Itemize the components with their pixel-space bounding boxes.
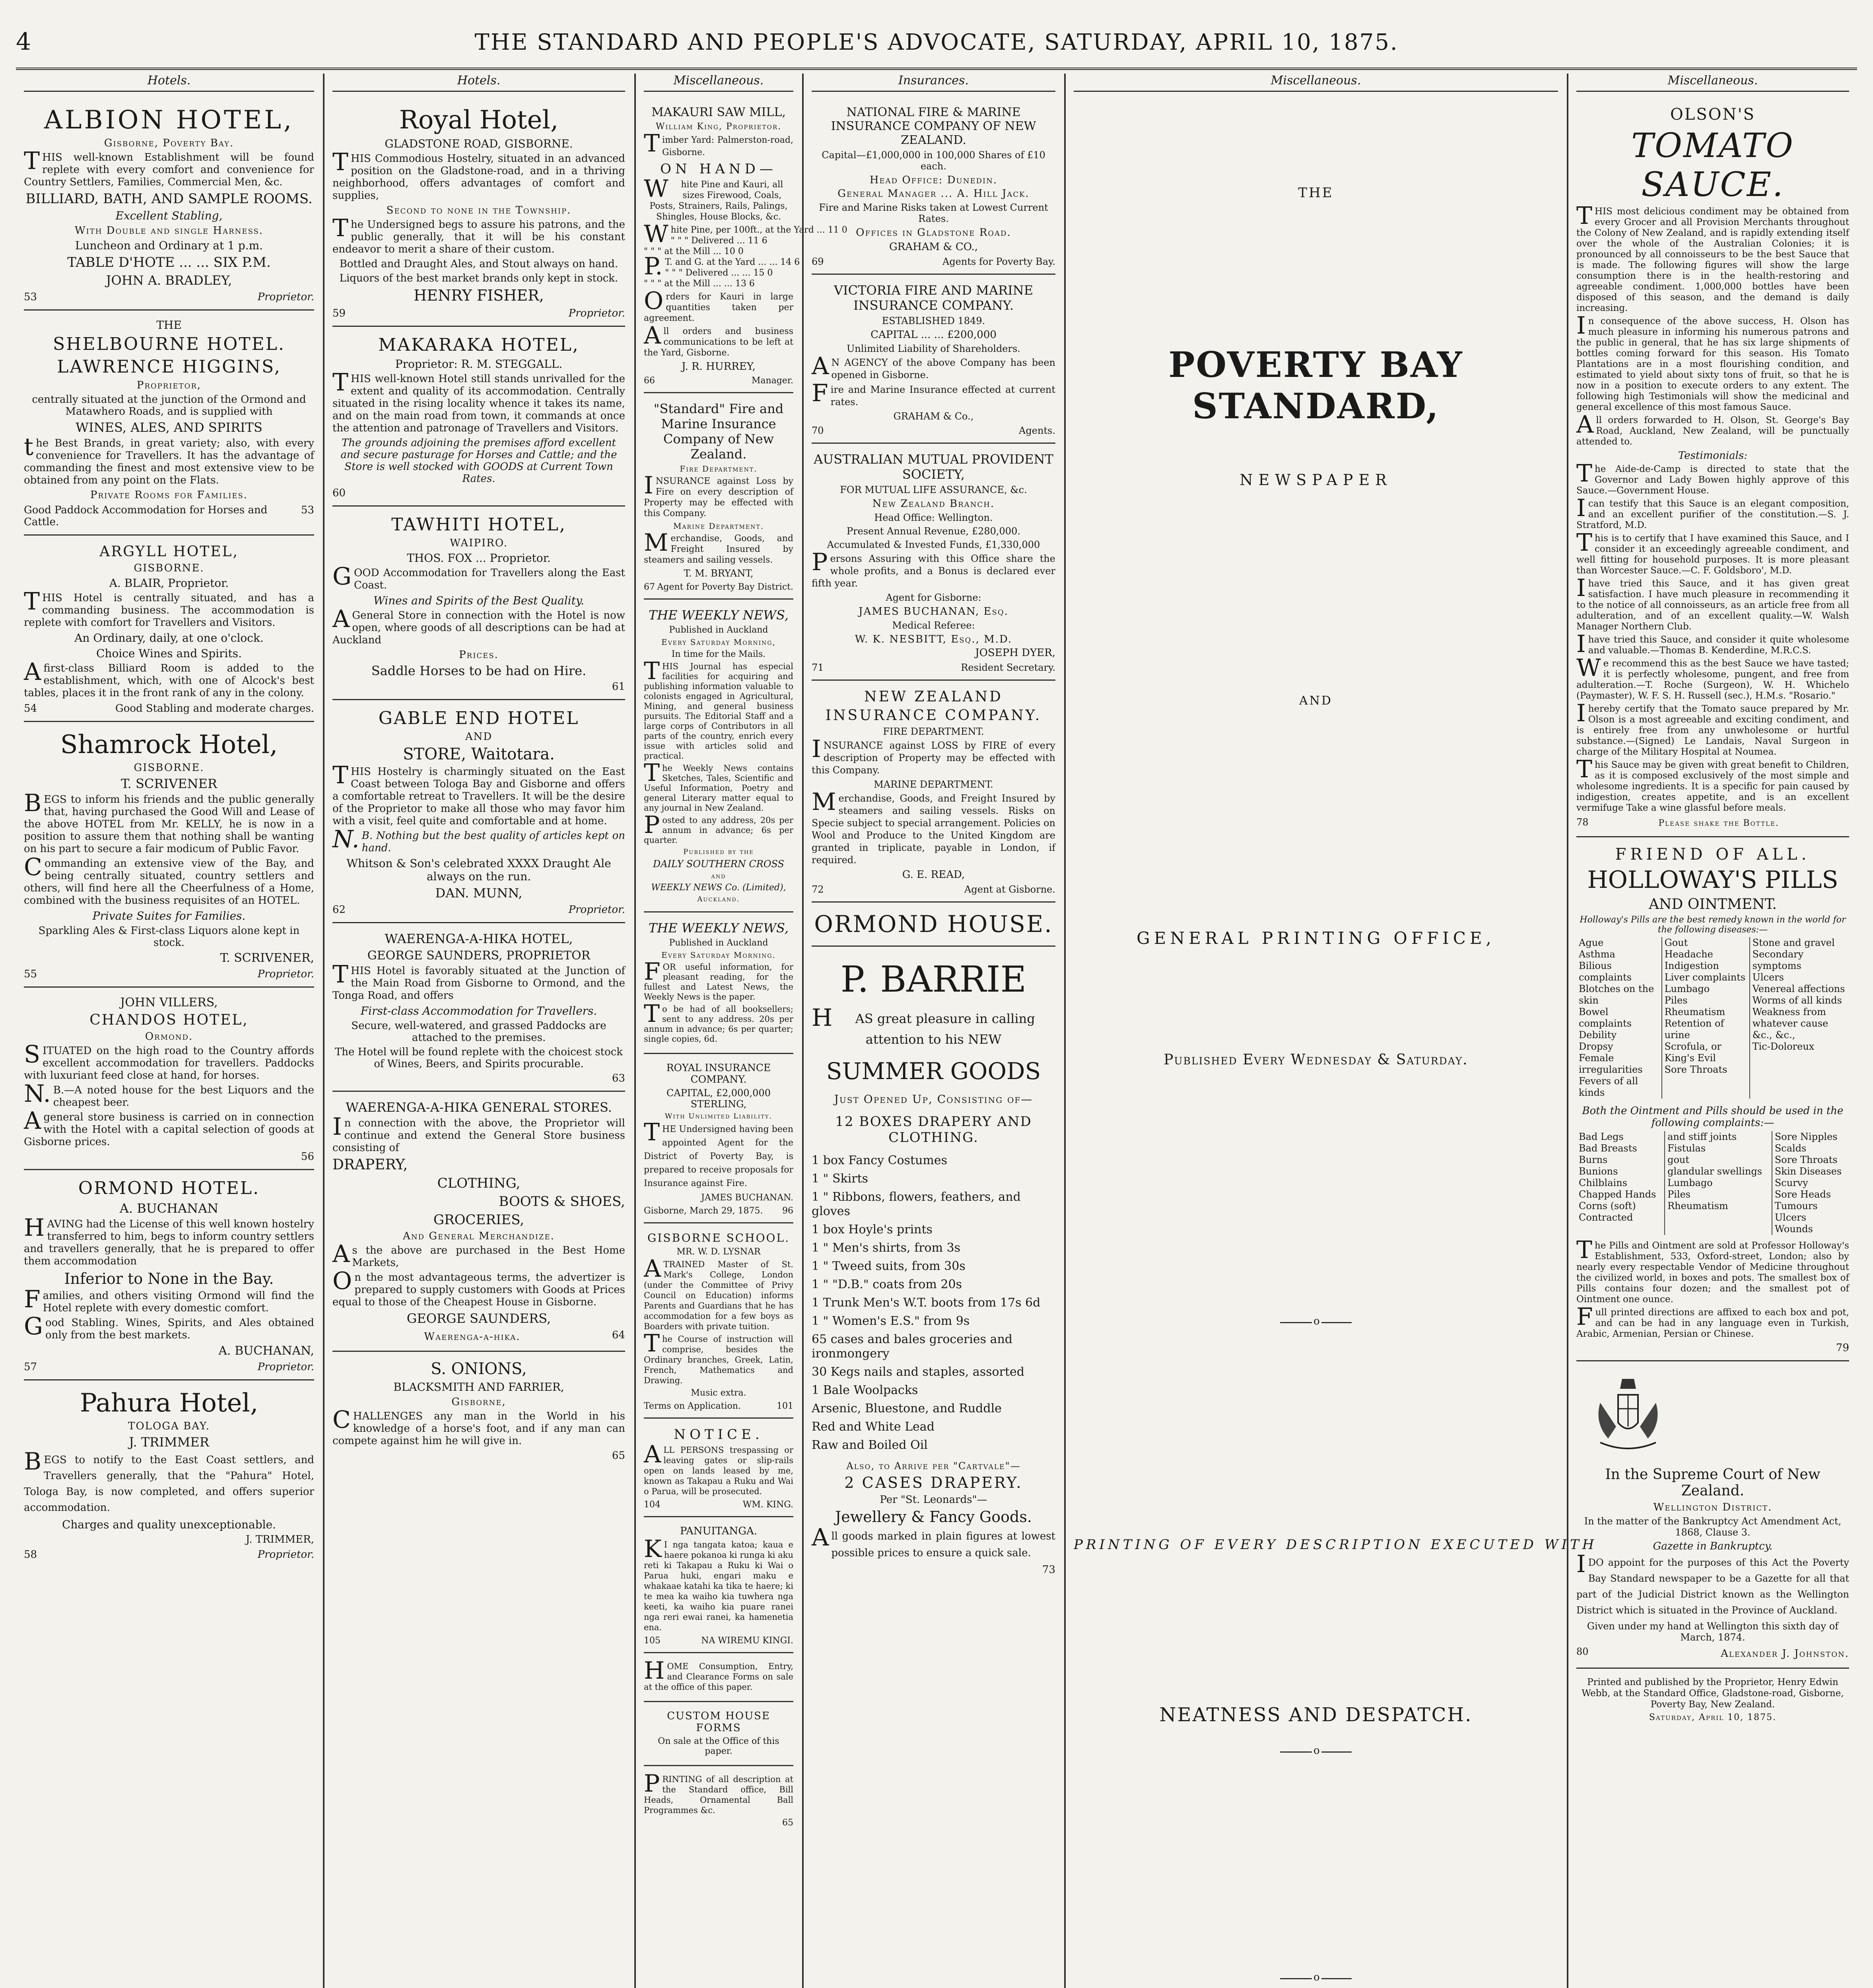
column-header: Hotels. — [24, 74, 314, 92]
list-item: gout — [1667, 1154, 1690, 1165]
pbs-and: AND — [1299, 694, 1333, 708]
list-item: &c., &c., — [1752, 1029, 1795, 1041]
goods-item: 1 " Women's E.S." from 9s — [812, 1314, 970, 1328]
list-item: Sore Throats — [1664, 1064, 1727, 1075]
ad-panuitanga: PANUITANGA. KI nga tangata katoa; kaua e haere pokanoa ki runga ki aku reti ki Takapau a Ruku ki Wai o Parua huki, engari maku e whakaae katahi ka tika te haere; ki te mea ka waiho kia tuwhera nga keeti, ka waiho kia puare ranei nga reri ewai ranei, ka hamenetia ena. 105 NA WIREMU KINGI. — [644, 1517, 793, 1653]
list-item: Bunions — [1579, 1166, 1618, 1177]
goods-item: Red and White Lead — [812, 1420, 935, 1434]
list-item: Ulcers — [1774, 1212, 1807, 1223]
ad-title: WAERENGA-A-HIKA GENERAL STORES. — [346, 1100, 612, 1115]
price-row: " " " at the Mill ... ... 13 6 — [644, 279, 755, 289]
list-item: Scrofula, or King's Evil — [1664, 1041, 1721, 1064]
list-item: Asthma — [1579, 949, 1615, 960]
list-item: Piles — [1664, 995, 1688, 1006]
newspaper-title: THE STANDARD AND PEOPLE'S ADVOCATE, SATURDAY, APRIL 10, 1875. — [474, 29, 1399, 55]
list-item: Bad Legs — [1579, 1131, 1624, 1142]
ad-supreme-court-notice: In the Supreme Court of New Zealand. Wellington District. In the matter of the Bankruptcy Act Amendment Act, 1868, Clause 3. Gazette in Bankruptcy. IDO appoint for the purposes of this Act the Poverty Bay Standard newspaper to be a Gazette for all that part of the Judicial District known as the Wellington District which is situated in the Province of Auckland. Given under my hand at Wellington this sixth day of March, 1874. 80 Alexander J. Johnston. — [1576, 1361, 1849, 1669]
column-hotels-1 — [16, 74, 322, 1988]
goods-item: 1 " Men's shirts, from 3s — [812, 1241, 961, 1255]
ad-weekly-news-1: THE WEEKLY NEWS, Published in Auckland Every Saturday Morning, In time for the Mails. THIS Journal has especial facilities for acquiring and publishing information valuable to colonists engaged in Agricultural, Mining, and general business pursuits. The Editorial Staff and a large corps of Contributors in all parts of the country, enrich every issue with articles solid and practical. The Weekly News contains Sketches, Tales, Scientific and Useful Information, Poetry and general Literary matter equal to any journal in New Zealand. Posted to any address, 20s per annum in advance; 6s per quarter. Published by the DAILY SOUTHERN CROSS and WEEKLY NEWS Co. (Limited), Auckland. — [644, 600, 793, 912]
ad-chandos-hotel: JOHN VILLERS, CHANDOS HOTEL, Ormond. SITUATED on the high road to the Country affords excellent accommodation for travellers. Paddocks with luxuriant feed close at hand, for horses. N.B.—A noted house for the best Liquors and the cheapest beer. Ageneral store business is carried on in connection with the Hotel with a capital selection of goods at Gisborne prices. 56 — [24, 988, 314, 1170]
goods-item: 1 " Skirts — [812, 1172, 868, 1186]
list-item: Bowel complaints — [1579, 1006, 1632, 1029]
ad-title: ORMOND HOTEL. — [78, 1178, 260, 1198]
ad-printing: PRINTING of all description at the Standard office, Bill Heads, Ornamental Ball Programmes &c. 65 — [644, 1770, 793, 1828]
ornament-divider — [1280, 1322, 1352, 1323]
list-item: Sore Throats — [1774, 1154, 1838, 1165]
pbs-printing: PRINTING OF EVERY DESCRIPTION EXECUTED WITH — [1074, 1537, 1597, 1553]
ad-title: Shamrock Hotel, — [60, 730, 278, 759]
ad-victoria-insurance: VICTORIA FIRE AND MARINE INSURANCE COMPANY. ESTABLISHED 1849. CAPITAL ... ... £200,000 Unlimited Liability of Shareholders. AN AGENCY of the above Company has been opened in Gisborne. Fire and Marine Insurance effected at current rates. GRAHAM & Co., 70 Agents. — [812, 275, 1055, 444]
complaints-table — [1576, 1131, 1849, 1235]
ad-title: VICTORIA FIRE AND MARINE INSURANCE COMPANY. — [834, 283, 1034, 313]
ad-standard-fire-marine: "Standard" Fire and Marine Insurance Company of New Zealand. Fire Department. INSURANCE against Loss by Fire on every description of Property may be effected with this Company. Marine Department. Merchandise, Goods, and Freight Insured by steamers and sailing vessels. T. M. BRYANT, 67 Agent for Poverty Bay District. — [644, 393, 793, 600]
list-item: Wounds — [1774, 1223, 1813, 1235]
ad-ormond-hotel: ORMOND HOTEL. A. BUCHANAN HAVING had the License of this well known hostelry transferred to him, begs to inform country settlers and travellers generally, that he is prepared to offer them accommodation Inferior to None in the Bay. Families, and others visiting Ormond will find the Hotel replete with every domestic comfort. Good Stabling. Wines, Spirits, and Ales obtained only from the best markets. A. BUCHANAN, 57 Proprietor. — [24, 1170, 314, 1380]
diseases-table — [1576, 937, 1849, 1099]
column-header: Hotels. — [332, 74, 625, 92]
column-hotels-2 — [324, 74, 633, 1988]
ad-title: ORMOND HOUSE. — [812, 911, 1055, 947]
goods-item: 65 cases and bales groceries and ironmongery — [812, 1332, 1012, 1361]
ad-title: NATIONAL FIRE & MARINE INSURANCE COMPANY OF NEW ZEALAND. — [831, 105, 1036, 147]
goods-item: 1 box Fancy Costumes — [812, 1153, 948, 1167]
list-item: Chapped Hands — [1579, 1189, 1656, 1200]
ad-argyll-hotel: ARGYLL HOTEL, GISBORNE. A. BLAIR, Proprietor. THIS Hotel is centrally situated, and has a commanding business. The accommodation is replete with comfort for Travellers and Visitors. An Ordinary, daily, at one o'clock. Choice Wines and Spirits. Afirst-class Billiard Room is added to the establishment, which, with one of Alcock's best tables, places it in the front rank of any in the colony. 54 Good Stabling and moderate charges. — [24, 536, 314, 722]
list-item: Piles — [1667, 1189, 1691, 1200]
list-item: Secondary symptoms — [1752, 949, 1804, 971]
ad-title: ALBION HOTEL, — [44, 105, 294, 135]
ad-title: MAKAURI SAW MILL, — [651, 105, 786, 119]
list-item: Stone and gravel — [1752, 937, 1835, 948]
column-header: Miscellaneous. — [1576, 74, 1849, 92]
ad-title: GISBORNE SCHOOL. — [647, 1231, 790, 1244]
list-item: Dropsy — [1579, 1041, 1613, 1052]
ad-title: CHANDOS HOTEL, — [89, 1012, 249, 1028]
ad-weekly-news-2: THE WEEKLY NEWS, Published in Auckland Every Saturday Morning. FOR useful information, for pleasant reading, for the fullest and Latest News, the Weekly News is the paper. To be had of all booksellers; sent to any address. 20s per annum in advance; 6s per quarter; single copies, 6d. — [644, 912, 793, 1054]
list-item: Scurvy — [1774, 1177, 1808, 1188]
price-row: " " " Delivered ... ... 15 0 — [665, 268, 773, 278]
ad-ormond-house: ORMOND HOUSE. P. BARRIE HAS great pleasure in calling attention to his NEW SUMMER GOODS Just Opened Up, Consisting of— 12 BOXES DRAPERY AND CLOTHING. 1 box Fancy Costumes 1 " Skirts 1 " Ribbons, flowers, feathers, and gloves 1 box Hoyle's prints 1 " Men's shirts, from 3s 1 " Tweed suits, from 30s 1 " "D.B." coats from 20s 1 Trunk Men's W.T. boots from 17s 6d 1 " Women's E.S." from 9s 65 cases and bales groceries and ironmongery 30 Kegs nails and staples, assorted 1 Bale Woolpacks Arsenic, Bluestone, and Ruddle Red and White Lead Raw and Boiled Oil Also, to Arrive per "Cartvale"— 2 CASES DRAPERY. Per "St. Leonards"— Jewellery & Fancy Goods. All goods marked in plain figures at lowest possible prices to ensure a quick sale. 73 — [812, 911, 1055, 1576]
list-item: Scalds — [1774, 1143, 1807, 1154]
ad-title: HOLLOWAY'S PILLS — [1587, 866, 1838, 894]
pbs-newspaper: NEWSPAPER — [1240, 471, 1392, 489]
ad-pahura-hotel: Pahura Hotel, TOLOGA BAY. J. TRIMMER BEGS to notify to the East Coast settlers, and Travellers generally, that the "Pahura" Hotel, Tologa Bay, is now completed, and offers superior accommodation. Charges and quality unexceptionable. J. TRIMMER, 58 Proprietor. — [24, 1388, 314, 1561]
list-column — [1576, 937, 1662, 1099]
ad-albion-hotel: ALBION HOTEL, Gisborne, Poverty Bay. THIS well-known Establishment will be found replete with every comfort and convenience for Country Settlers, Families, Commercial Men, &c. BILLIARD, BATH, AND SAMPLE ROOMS. Excellent Stabling, With Double and single Harness. Luncheon and Ordinary at 1 p.m. TABLE D'HOTE ... ... SIX P.M. JOHN A. BRADLEY, 53 Proprietor. — [24, 97, 314, 311]
list-item: Tic-Doloreux — [1752, 1041, 1815, 1052]
list-item: Liver complaints — [1664, 972, 1746, 983]
goods-item: 1 Bale Woolpacks — [812, 1383, 918, 1397]
price-row: " " " at the Mill ... 10 0 — [644, 247, 744, 256]
list-item: Indigestion — [1664, 960, 1719, 971]
list-item: Lumbago — [1664, 983, 1710, 994]
ad-national-insurance: NATIONAL FIRE & MARINE INSURANCE COMPANY OF NEW ZEALAND. Capital—£1,000,000 in 100,000 Shares of £10 each. Head Office: Dunedin. General Manager ... A. Hill Jack. Fire and Marine Risks taken at Lowest Current Rates. Offices in Gladstone Road. GRAHAM & CO., 69 Agents for Poverty Bay. — [812, 97, 1055, 275]
pbs-office: GENERAL PRINTING OFFICE, — [1137, 928, 1495, 948]
pbs-title: POVERTY BAY STANDARD, — [1168, 344, 1463, 427]
ad-title: ARGYLL HOTEL, — [99, 544, 239, 560]
ad-royal-insurance: ROYAL INSURANCE COMPANY. CAPITAL, £2,000,000 STERLING, With Unlimited Liability. THE Undersigned having been appointed Agent for the District of Poverty Bay, is prepared to receive proposals for Insurance against Fire. JAMES BUCHANAN. Gisborne, March 29, 1875. 96 — [644, 1054, 793, 1223]
list-column — [1662, 937, 1750, 1099]
imprint: Printed and published by the Proprietor, Henry Edwin Webb, at the Standard Office, Gladstone-road, Gisborne, Poverty Bay, New Zealand. Saturday, April 10, 1875. — [1582, 1677, 1844, 1722]
ad-title: TAWHITI HOTEL, — [391, 514, 566, 535]
ad-home-consumption: HOME Consumption, Entry, and Clearance Forms on sale at the office of this paper. — [644, 1653, 793, 1702]
price-list — [644, 220, 847, 289]
ad-title: MAKARAKA HOTEL, — [378, 335, 579, 355]
list-item: Retention of urine — [1664, 1018, 1724, 1041]
list-item: Sore Nipples — [1774, 1131, 1838, 1142]
list-item: Ulcers — [1752, 972, 1784, 983]
ad-title: ROYAL INSURANCE COMPANY. — [666, 1062, 771, 1085]
ad-title: Pahura Hotel, — [80, 1388, 258, 1418]
royal-coat-of-arms-icon — [1576, 1371, 1680, 1458]
page-number: 4 — [16, 28, 31, 56]
ad-title: "Standard" Fire and Marine Insurance Company of New Zealand. — [653, 401, 784, 462]
list-item: Lumbago — [1667, 1177, 1713, 1188]
list-item: Corns (soft) — [1579, 1200, 1636, 1211]
ad-title: TOMATO SAUCE. — [1631, 126, 1794, 204]
goods-item: 1 " "D.B." coats from 20s — [812, 1277, 962, 1291]
ad-holloways-pills: FRIEND OF ALL. HOLLOWAY'S PILLS AND OINTMENT. Holloway's Pills are the best remedy known in the world for the following diseases:— Ague Asthma Bilious complaints Blotches on the skin Bowel complaints Debility Dropsy Female irregularities Fevers of all kinds Gout Headache Indigestion Liver complaints Lumbago Piles Rheumatism Retention of urine Scrofula, or King's Evil Sore Throats Stone and gravel Secondary symptoms Ulcers Venereal affections Worms of all kinds Weakness from whatever cause &c., &c., Tic-Doloreux Both the Ointment and Pills should be used in the following complaints:— Bad Legs Bad Breasts Burns Bunions Chilblains Chapped Hands Corns (soft) Contracted and stiff joints Fistulas gout glandular swellings Lumbago Piles Rheumatism Sore Nipples Scalds Sore Throats Skin Diseases Scurvy Sore Heads Tumours Ulcers Wounds The Pills and Ointment are sold at Professor Holloway's Establishment, 533, Oxford-street, London; also by nearly every respectable Vendor of Medicine throughout the civilized world, in boxes and pots. The smallest box of Pills contains four dozen; and the smallest pot of Ointment one ounce. Full printed directions are affixed to each box and pot, and can be had in any language even in Turkish, Arabic, Armenian, Persian or Chinese. 79 — [1576, 837, 1849, 1361]
ad-title: Royal Hotel, — [399, 105, 559, 135]
list-item: Chilblains — [1579, 1177, 1627, 1188]
goods-item: Arsenic, Bluestone, and Ruddle — [812, 1402, 1002, 1415]
goods-item: 1 " Tweed suits, from 30s — [812, 1259, 966, 1273]
list-item: Fistulas — [1667, 1143, 1706, 1154]
list-item: Bilious complaints — [1579, 960, 1632, 983]
price-row: P.T. and G. at the Yard ... ... 14 6 — [644, 252, 800, 280]
list-item: Female irregularities — [1579, 1052, 1643, 1075]
list-item: Rheumatism — [1664, 1006, 1725, 1017]
ad-title: SHELBOURNE HOTEL. — [52, 334, 285, 354]
list-item: Sore Heads — [1774, 1189, 1831, 1200]
list-item: Headache — [1664, 949, 1713, 960]
ad-title: In the Supreme Court of New Zealand. — [1605, 1466, 1821, 1499]
list-item: Ague — [1579, 937, 1604, 948]
goods-list — [812, 1153, 1055, 1452]
list-column — [1576, 1131, 1665, 1235]
goods-item: 1 Trunk Men's W.T. boots from 17s 6d — [812, 1296, 1041, 1310]
list-item: Gout — [1664, 937, 1688, 948]
pbs-published: Published Every Wednesday & Saturday. — [1164, 1052, 1468, 1068]
list-item: Weakness from whatever cause — [1752, 1006, 1828, 1029]
list-item: Rheumatism — [1667, 1200, 1728, 1211]
list-item: and stiff joints — [1667, 1131, 1737, 1142]
list-item: Bad Breasts — [1579, 1143, 1637, 1154]
ad-title: NOTICE. — [674, 1427, 764, 1442]
goods-item: 30 Kegs nails and staples, assorted — [812, 1365, 1024, 1379]
ad-shamrock-hotel: Shamrock Hotel, GISBORNE. T. SCRIVENER BEGS to inform his friends and the public generally that, having purchased the Good Will and Lease of the above HOTEL from Mr. KELLY, he is now in a position to assure them that nothing shall be wanting on his part to secure a fair modicum of Public Favor. Commanding an extensive view of the Bay, and being centrally situated, country settlers and others, will find here all the Cheerfulness of a Home, combined with the business requisites of an HOTEL. Private Suites for Families. Sparkling Ales & First-class Liquors alone kept in stock. T. SCRIVENER, 55 Proprietor. — [24, 722, 314, 988]
goods-item: 1 " Ribbons, flowers, feathers, and gloves — [812, 1190, 1021, 1218]
ad-amp-society: AUSTRALIAN MUTUAL PROVIDENT SOCIETY, FOR MUTUAL LIFE ASSURANCE, &c. New Zealand Branch. Head Office: Wellington. Present Annual Revenue, £280,000. Accumulated & Invested Funds, £1,330,000 Persons Assuring with this Office share the whole profits, and a Bonus is declared ever fifth year. Agent for Gisborne: JAMES BUCHANAN, Esq. Medical Referee: W. K. NESBITT, Esq., M.D. JOSEPH DYER, 71 Resident Secretary. — [812, 444, 1055, 681]
list-column — [1665, 1131, 1772, 1235]
list-item: Worms of all kinds — [1752, 995, 1842, 1006]
ad-title: PANUITANGA. — [680, 1525, 758, 1537]
ad-olsons-tomato-sauce: OLSON'S TOMATO SAUCE. THIS most delicious condiment may be obtained from every Grocer and all Provision Merchants throughout the Colony of New Zealand, and is rapidly extending itself over the whole of the Australian Colonies; it is pronounced by all connoisseurs to be the best Sauce that is made. The following figures will show the large consumption there is in the health-restoring and agreeable condiment. 1,000,000 bottles have been disposed of this season, and the demand is daily increasing. In consequence of the above success, H. Olson has much pleasure in informing his numerous patrons and the public in general, that he has six large shipments of bottles coming forward for this season. His Tomato Plantations are in a most flourishing condition, and estimated to yield about sixty tons of fruit, so that he is now in a position to execute orders to any extent. The following high Testimonials will show the medicinal and general excellence of this most famous Sauce. All orders forwarded to H. Olson, St. George's Bay Road, Auckland, New Zealand, will be punctually attended to. Testimonials: The Aide-de-Camp is directed to state that the Governor and Lady Bowen highly approve of this Sauce.—Government House. Ican testify that this Sauce is an elegant composition, and an excellent purifier of the constitution.—S. J. Stratford, M.D. This is to certify that I have examined this Sauce, and I consider it an exceedingly agreeable condiment, and well fitting for household purposes. It is more pleasant than Worcester Sauce.—C. F. Goldsboro', M.D. Ihave tried this Sauce, and it has given great satisfaction. I have much pleasure in recommending it to the notice of all connoisseurs, as an article free from all adulteration, and of an excellent quality.—W. Walsh Manager Northern Club. Ihave tried this Sauce, and consider it quite wholesome and valuable.—Thomas B. Kenderdine, M.R.C.S. We recommend this as the best Sauce we have tasted; it is perfectly wholesome, pungent, and free from adulteration.—T. Roche (Surgeon), W. H. Whichelo (Paymaster), W. F. S. H. Russell (sec.), H.M.s. "Rosario." Ihereby certify that the Tomato sauce prepared by Mr. Olson is a most agreeable and exciting condiment, and is entirely free from any unwholesome or hurtful substance.—(Signed) Le Landais, Naval Surgeon in charge of the Military Hospital at Noumea. This Sauce may be given with great benefit to Children, as it is composed exclusively of the most simple and wholesome ingredients. It is a specific for pain caused by indigestion, creates appetite, and is an excellent vermifuge Take a wine glassful before meals. 78 Please shake the Bottle. — [1576, 97, 1849, 837]
column-insurances — [804, 74, 1063, 1988]
list-item: Burns — [1579, 1154, 1608, 1165]
ad-custom-house-forms: CUSTOM HOUSE FORMS On sale at the Office of this paper. — [644, 1702, 793, 1766]
column-header: Miscellaneous. — [644, 74, 793, 92]
ad-title: NEW ZEALAND — [864, 689, 1003, 705]
pbs-the: THE — [1298, 185, 1334, 201]
list-item: Fevers of all kinds — [1579, 1076, 1638, 1098]
ad-onions-blacksmith: S. ONIONS, BLACKSMITH AND FARRIER, Gisborne, CHALLENGES any man in the World in his knowledge of a horse's foot, and if any man can compete against him he will give in. 65 — [332, 1360, 625, 1462]
ad-title: THE WEEKLY NEWS, — [649, 920, 789, 936]
price-row: " " " Delivered ... 11 6 — [670, 236, 767, 246]
list-item: Debility — [1579, 1029, 1617, 1041]
list-item: Venereal affections — [1752, 983, 1845, 994]
ad-title: CUSTOM HOUSE FORMS — [667, 1710, 770, 1734]
list-column — [1750, 937, 1849, 1099]
list-item: Tumours — [1774, 1200, 1818, 1211]
list-item: Blotches on the skin — [1579, 983, 1654, 1006]
ad-title: GABLE END HOTEL — [378, 708, 579, 728]
column-header: Insurances. — [812, 74, 1055, 92]
ad-title: S. ONIONS, — [431, 1360, 527, 1378]
ad-makauri-saw-mill: MAKAURI SAW MILL, William King, Proprietor. Timber Yard: Palmerston-road, Gisborne. ON HAND— White Pine and Kauri, all sizes Firewood, Coals, Posts, Strainers, Rails, Palings, Shingles, House Blocks, &c. White Pine, per 100ft., at the Yard ... 11 0 " " " Delivered ... 11 6 " " " at the Mill ... 10 0 P.T. and G. at the Yard ... ... 14 6 " " " Delivered ... ... 15 0 " " " at the Mill ... ... 13 6 Orders for Kauri in large quantities taken per agreement. All orders and business communications to be left at the Yard, Gisborne. J. R. HURREY, 66 Manager. — [644, 97, 793, 393]
ornament-divider — [1280, 1751, 1352, 1753]
pbs-neatness: NEATNESS AND DESPATCH. — [1159, 1704, 1473, 1726]
goods-item: 1 box Hoyle's prints — [812, 1223, 933, 1237]
column-header: Miscellaneous. — [1074, 74, 1558, 92]
ad-makaraka-hotel: MAKARAKA HOTEL, Proprietor: R. M. STEGGALL. THIS well-known Hotel still stands unrivalled for the extent and quality of its accommodation. Centrally situated in the rising locality whence it takes its name, and on the main road from town, it commands at once the attention and patronage of Travellers and Visitors. The grounds adjoining the premises afford excellent and secure pasturage for Horses and Cattle; and the Store is well stocked with GOODS at Current Town Rates. 60 — [332, 327, 625, 507]
ad-notice: NOTICE. ALL PERSONS trespassing or leaving gates or slip-rails open on lands leased by me, known as Takapau a Ruku and Wai o Parua, will be prosecuted. 104 WM. KING. — [644, 1419, 793, 1517]
list-item: Skin Diseases — [1774, 1166, 1842, 1177]
ad-shelbourne-hotel: THE SHELBOURNE HOTEL. LAWRENCE HIGGINS, Proprietor, centrally situated at the junction of the Ormond and Matawhero Roads, and is supplied with WINES, ALES, AND SPIRITS the Best Brands, in great variety; also, with every convenience for Travellers. It has the advantage of commanding the finest and most extensive view to be obtained from any point on the Flats. Private Rooms for Families. Good Paddock Accommodation for Horses and Cattle. 53 — [24, 311, 314, 536]
masthead — [16, 24, 1857, 70]
ad-royal-hotel: Royal Hotel, GLADSTONE ROAD, GISBORNE. THIS Commodious Hostelry, situated in an advanced position on the Gladstone-road, and in a thriving neighborhood, offers advantages of comfort and supplies, Second to none in the Township. The Undersigned begs to assure his patrons, and the public generally, that it will be his constant endeavor to merit a share of their custom. Bottled and Draught Ales, and Stout always on hand. Liquors of the best market brands only kept in stock. HENRY FISHER, 59 Proprietor. — [332, 97, 625, 327]
ad-title: WAERENGA-A-HIKA HOTEL, — [385, 931, 573, 946]
list-column — [1772, 1131, 1849, 1235]
ad-title: AUSTRALIAN MUTUAL PROVIDENT SOCIETY, — [814, 452, 1053, 482]
ad-tawhiti-hotel: TAWHITI HOTEL, WAIPIRO. THOS. FOX ... Proprietor. GOOD Accommodation for Travellers along the East Coast. Wines and Spirits of the Best Quality. AGeneral Store in connection with the Hotel is now open, where goods of all descriptions can be had at Auckland Prices. Saddle Horses to be had on Hire. 61 — [332, 507, 625, 700]
column-miscellaneous-2 — [1568, 74, 1857, 1988]
ad-title: THE WEEKLY NEWS, — [649, 608, 789, 623]
goods-item: Raw and Boiled Oil — [812, 1438, 928, 1452]
ad-new-zealand-insurance: NEW ZEALAND INSURANCE COMPANY. FIRE DEPARTMENT. INSURANCE against LOSS by FIRE of every description of Property may be effected with this Company. MARINE DEPARTMENT. Merchandise, Goods, and Freight Insured by steamers and sailing vessels. Risks on Specie subject to special arrangement. Policies on Wool and Produce to the United Kingdom are granted in triplicate, payable in London, if required. G. E. READ, 72 Agent at Gisborne. — [812, 681, 1055, 903]
ad-gable-end-hotel: GABLE END HOTEL AND STORE, Waitotara. THIS Hostelry is charmingly situated on the East Coast between Tologa Bay and Gisborne and offers a comfortable retreat to Travellers. It will be the desire of the Proprietor to make all those who may favor him with a visit, feel quite and comfortable and at home. N.B. Nothing but the best quality of articles kept on hand. Whitson & Son's celebrated XXXX Draught Ale always on the run. DAN. MUNN, 62 Proprietor. — [332, 700, 625, 923]
ad-waerenga-hotel: WAERENGA-A-HIKA HOTEL, GEORGE SAUNDERS, PROPRIETOR THIS Hotel is favorably situated at the Junction of the Main Road from Gisborne to Ormond, and the Tonga Road, and offers First-class Accommodation for Travellers. Secure, well-watered, and grassed Paddocks are attached to the premises. The Hotel will be found replete with the choicest stock of Wines, Beers, and Spirits procurable. 63 — [332, 923, 625, 1092]
list-item: Contracted — [1579, 1212, 1633, 1223]
price-row: White Pine, per 100ft., at the Yard ... 11 0 — [644, 220, 847, 248]
list-item: glandular swellings — [1667, 1166, 1762, 1177]
ad-waerenga-stores: WAERENGA-A-HIKA GENERAL STORES. In connection with the above, the Proprietor will continue and extend the General Store business consisting of DRAPERY, CLOTHING, BOOTS & SHOES, GROCERIES, And General Merchandize. As the above are purchased in the Best Home Markets, On the most advantageous terms, the advertizer is prepared to supply customers with Goods at Prices equal to those of the Cheapest House in Gisborne. GEORGE SAUNDERS, Waerenga-a-hika. 64 — [332, 1092, 625, 1352]
ornament-divider — [1280, 1978, 1352, 1979]
ad-gisborne-school: GISBORNE SCHOOL. MR. W. D. LYSNAR ATRAINED Master of St. Mark's College, London (under the Committee of Privy Council on Education) informs Parents and Guardians that he has accommodation for a few boys as Boarders with private tuition. The Course of instruction will comprise, besides the Ordinary branches, Greek, Latin, French, Mathematics and Drawing. Music extra. Terms on Application. 101 — [644, 1223, 793, 1419]
